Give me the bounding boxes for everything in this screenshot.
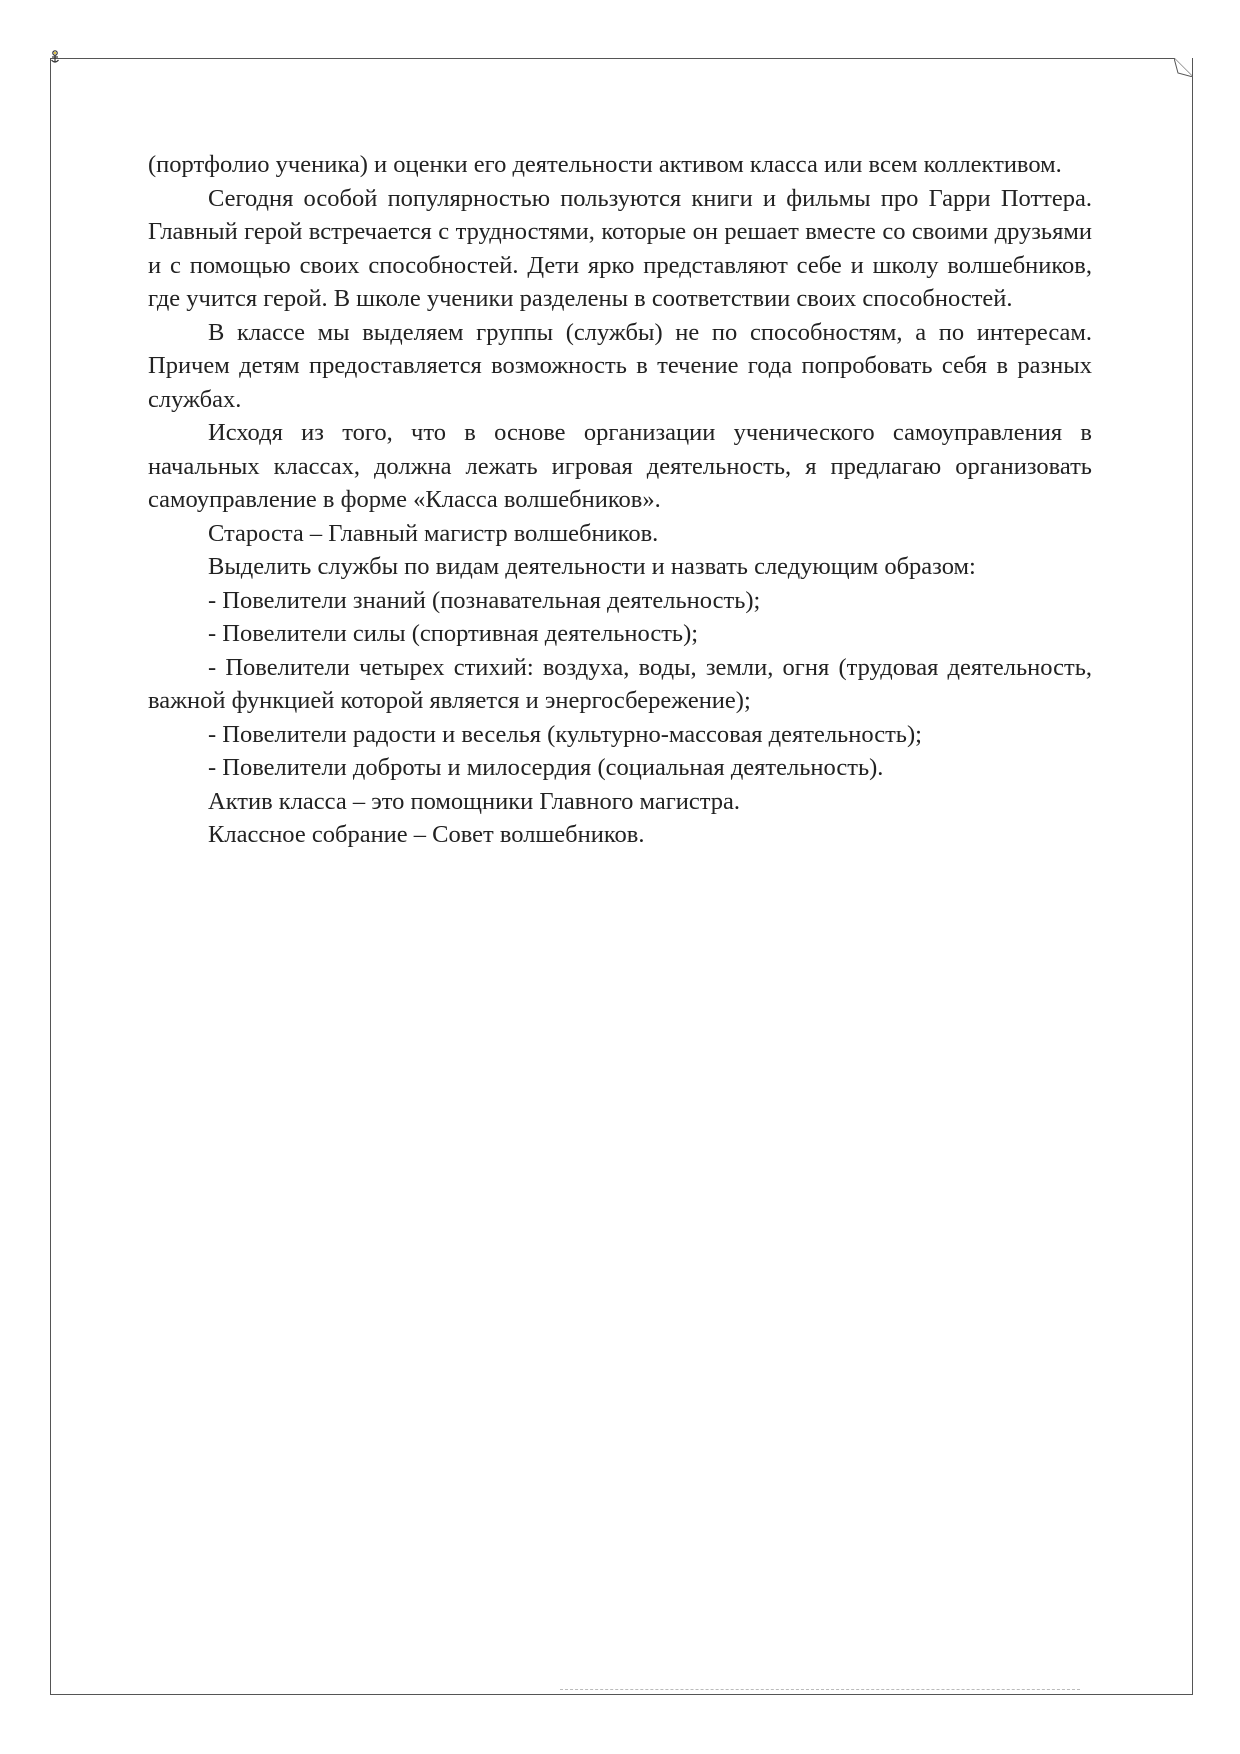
paragraph: Исходя из того, что в основе организации ученического самоуправления в начальных классах, должна лежать игровая деятельность, я предлагаю организовать самоуправление в форме «Класса волшебников». <box>148 419 1092 513</box>
paragraph: Классное собрание – Совет волшебников. <box>208 821 645 848</box>
paragraph: В классе мы выделяем группы (службы) не по способностям, а по интересам. Причем детям предоставляется возможность в течение года попробовать себя в разных службах. <box>148 318 1092 413</box>
paragraph: (портфолио ученика) и оценки его деятельности активом класса или всем коллективом. <box>148 151 1062 178</box>
list-item: - Повелители четырех стихий: воздуха, воды, земли, огня (трудовая деятельность, важной функцией которой является и энергосбережение); <box>148 653 1092 714</box>
page-fold-icon <box>1174 58 1193 77</box>
paragraph: Сегодня особой популярностью пользуются книги и фильмы про Гарри Поттера. Главный герой встречается с трудностями, которые он решает вместе со своими друзьями и с помощью своих способностей. Дети ярко представляют себе и школу волшебников, где учится герой. В школе ученики разделены в соответствии своих способностей. <box>148 184 1092 312</box>
footer-divider <box>560 1689 1080 1692</box>
document-body <box>148 148 1092 852</box>
paragraph: Выделить службы по видам деятельности и назвать следующим образом: <box>208 553 976 580</box>
list-item: - Повелители доброты и милосердия (социальная деятельность). <box>208 754 884 781</box>
list-item: - Повелители силы (спортивная деятельность); <box>208 620 699 647</box>
list-item: - Повелители знаний (познавательная деятельность); <box>208 586 761 614</box>
list-item: - Повелители радости и веселья (культурно-массовая деятельность); <box>208 720 922 748</box>
paragraph: Староста – Главный магистр волшебников. <box>208 519 659 547</box>
paragraph: Актив класса – это помощники Главного магистра. <box>208 787 741 815</box>
anchor-icon <box>50 50 60 64</box>
